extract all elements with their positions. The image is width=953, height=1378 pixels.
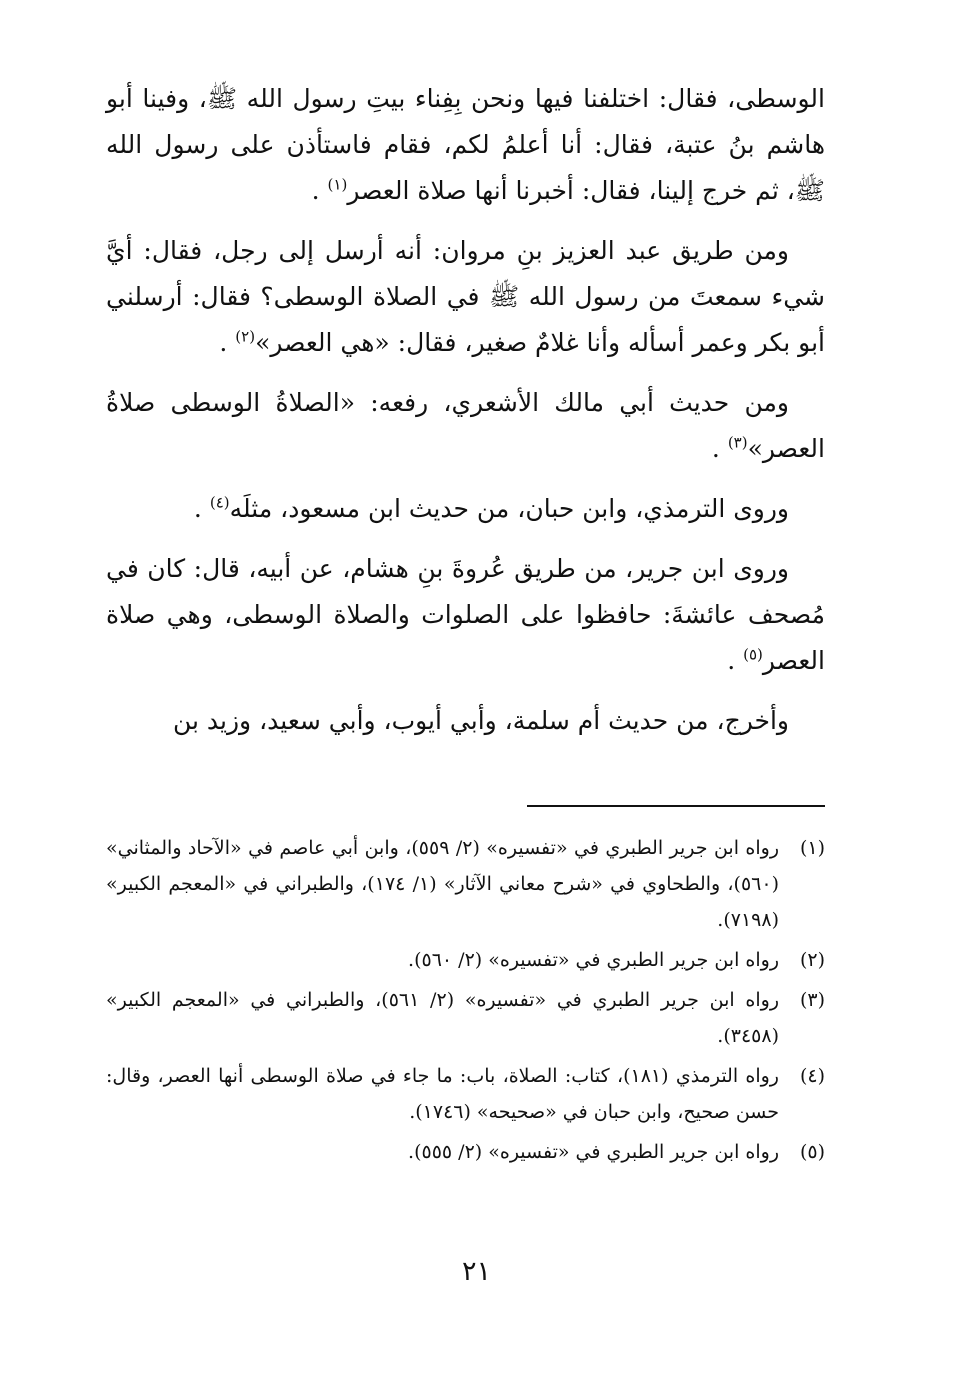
footnote-text: رواه ابن جرير الطبري في «تفسيره» (٢/ ٥٥٥). [408,1141,779,1163]
paragraph-6 [106,698,825,744]
footnote-ref-3: (٣) [727,433,748,452]
paragraph-1 [106,76,825,214]
paragraph-1-text: الوسطى، فقال: اختلفنا فيها ونحن بِفِناء بيتِ رسول الله ﷺ، وفينا أبو هاشم بنُ عتبة، فقال: أنا أعلمُ لكم، فقام فاستأذن على رسول الله ﷺ، ثم خرج إلينا، فقال: أخبرنا أنها صلاة العصر [106,84,825,205]
footnote-ref-5: (٥) [743,645,763,664]
paragraph-3-end: . [711,434,720,463]
paragraph-2-text: ومن طريق عبد العزيز بنِ مروان: أنه أرسل إلى رجل، فقال: أيَّ شيء سمعتَ من رسول الله ﷺ في الصلاة الوسطى؟ فقال: أرسلني أبو بكر وعمر أسأله وأنا غلامٌ صغير، فقال: «هي العصر» [106,236,825,357]
footnote-number: (٤) [799,1065,825,1087]
page-number: ٢١ [461,1256,491,1287]
footnote-number: (٣) [799,989,825,1011]
footnote-3 [106,982,825,1054]
footnote-1 [106,830,825,938]
footnote-2 [106,942,825,978]
footnote-text: رواه ابن جرير الطبري في «تفسيره» (٢/ ٥٦٠). [408,949,779,971]
paragraph-4-text: وروى الترمذي، وابن حبان، من حديث ابن مسعود، مثلَه [229,494,789,523]
paragraph-4 [106,486,825,532]
paragraph-5 [106,546,825,684]
paragraph-2-end: . [219,328,228,357]
paragraph-4-end: . [193,494,202,523]
footnote-5 [106,1134,825,1170]
footnote-text: رواه ابن جرير الطبري في «تفسيره» (٢/ ٥٦١)، والطبراني في «المعجم الكبير» (٣٤٥٨). [106,989,779,1047]
paragraph-5-end: . [727,646,736,675]
footnote-text: رواه الترمذي (١٨١)، كتاب: الصلاة، باب: ما جاء في صلاة الوسطى أنها العصر، وقال: حسن صحيح، وابن حبان في «صحيحه» (١٧٤٦). [106,1065,779,1123]
main-text [106,76,825,758]
paragraph-2 [106,228,825,366]
footnote-separator [527,805,825,807]
footnotes [106,830,825,1174]
paragraph-1-end: . [311,176,320,205]
footnote-ref-1: (١) [327,175,348,194]
paragraph-6-text: وأخرج، من حديث أم سلمة، وأبي أيوب، وأبي سعيد، وزيد بن [172,706,789,735]
paragraph-3 [106,380,825,472]
footnote-number: (١) [799,837,825,859]
paragraph-3-text: ومن حديث أبي مالك الأشعري، رفعه: «الصلاةُ الوسطى صلاةُ العصر» [106,388,825,463]
footnote-text: رواه ابن جرير الطبري في «تفسيره» (٢/ ٥٥٩)، وابن أبي عاصم في «الآحاد والمثاني» (٥٦٠)، والطحاوي في «شرح معاني الآثار» (١/ ١٧٤)، والطبراني في «المعجم الكبير» (٧١٩٨). [106,837,779,931]
paragraph-5-text: وروى ابن جرير، من طريق عُروةَ بنِ هشام، عن أبيه، قال: كان في مُصحف عائشةَ: حافظوا على الصلوات والصلاة الوسطى، وهي صلاة العصر [106,554,825,675]
footnote-4 [106,1058,825,1130]
footnote-ref-2: (٢) [235,327,256,346]
footnote-ref-4: (٤) [209,493,230,512]
footnote-number: (٥) [799,1141,825,1163]
footnote-number: (٢) [799,949,825,971]
